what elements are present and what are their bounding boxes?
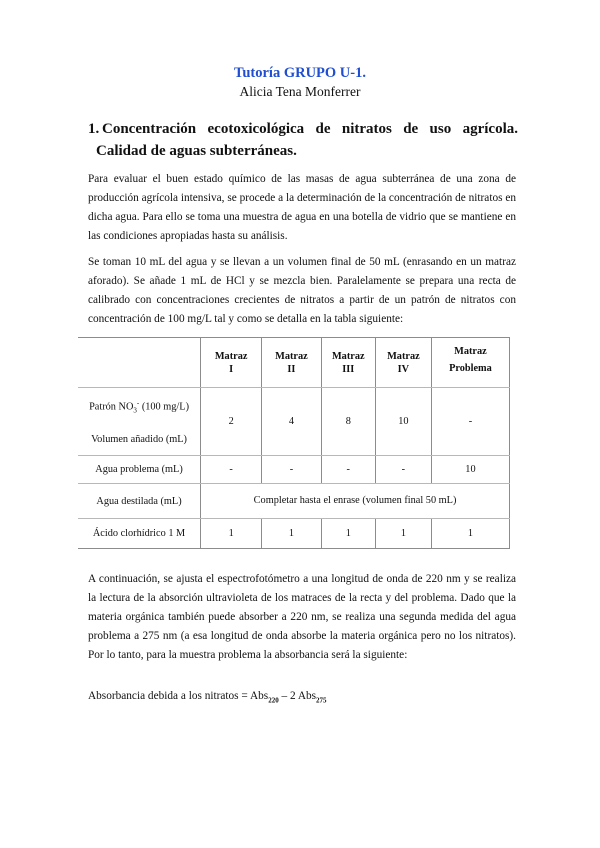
section-heading-line-1: Concentración ecotoxicológica de nitratos de uso agrícola. (102, 121, 518, 137)
table-row (78, 388, 510, 456)
table-row (78, 456, 510, 484)
table-header-cell (321, 338, 375, 388)
label-text: Patrón NO (89, 401, 134, 413)
section-heading-line-2: Calidad de aguas subterráneas. (96, 143, 297, 159)
table-cell: - (321, 456, 375, 484)
header-line: III (342, 363, 355, 375)
table-cell: 1 (375, 519, 431, 549)
paragraph-spectrophotometer: A continuación, se ajusta el espectrofotómetro a una longitud de onda de 220 nm y se realiza la lectura de la absorción ultravioleta de los matraces de la recta y del problema. Dado que la materia orgánica también puede absorber a 220 nm, se realiza una segunda medida del agua problema a 275 nm (a esa longitud de onda absorbe la materia orgánica pero no los nitratos). Por lo tanto, para la muestra problema la absorbancia será la siguiente: (88, 573, 516, 661)
section-number: 1. (88, 121, 100, 137)
table-cell: 10 (431, 456, 509, 484)
header-line: Matraz (387, 350, 420, 362)
header-line: Problema (449, 363, 492, 374)
calibration-table (78, 337, 510, 549)
table-cell: - (375, 456, 431, 484)
table-cell: - (262, 456, 321, 484)
section-heading (88, 118, 518, 162)
table-cell: 1 (321, 519, 375, 549)
table-header-cell (375, 338, 431, 388)
label-subscript: 3 (133, 406, 137, 415)
formula-subscript: 220 (268, 696, 279, 705)
table-row (78, 519, 510, 549)
header-line: Matraz (214, 350, 248, 362)
header-line: IV (397, 363, 410, 375)
table-cell: 1 (201, 519, 262, 549)
table-row (78, 484, 510, 519)
table-cell: 1 (262, 519, 321, 549)
table-cell: 8 (321, 388, 375, 456)
table-header-row (78, 338, 510, 388)
table-cell-merged: Completar hasta el enrase (volumen final 50 mL) (201, 484, 510, 519)
row-label-agua-destilada: Agua destilada (mL) (78, 484, 201, 519)
row-label-acido: Ácido clorhídrico 1 M (78, 519, 201, 549)
absorbance-formula (88, 690, 327, 704)
label-text: (100 mg/L) (139, 401, 190, 413)
paragraph-intro: Para evaluar el buen estado químico de las masas de agua subterránea de una zona de producción agrícola intensiva, se procede a la determinación de la concentración de nitratos en dicha agua. Para ello se toma una muestra de agua en una botella de vidrio que se mantiene en las condiciones apropiadas hasta su análisis. (88, 173, 516, 242)
formula-text: – 2 Abs (278, 690, 317, 702)
table-header-cell (262, 338, 321, 388)
table-cell: 1 (431, 519, 509, 549)
label-superscript: - (136, 399, 140, 407)
table-cell: 4 (262, 388, 321, 456)
table-cell: 10 (375, 388, 431, 456)
formula-subscript: 275 (316, 696, 327, 705)
table-cell: 2 (201, 388, 262, 456)
header-line: Matraz (454, 346, 487, 357)
table-header-cell (431, 338, 509, 388)
author-name: Alicia Tena Monferrer (239, 84, 361, 99)
header-line: Matraz (331, 350, 365, 362)
paragraph-procedure: Se toman 10 mL del agua y se llevan a un volumen final de 50 mL (enrasando en un matraz aforado). Se añade 1 mL de HCl y se mezcla bien. Paralelamente se prepara una recta de calibrado con concentraciones crecientes de nitratos a partir de un patrón de nitratos con concentración de 100 mg/L tal y como se detalla en la tabla siguiente: (88, 256, 516, 325)
table-cell: - (201, 456, 262, 484)
table-header-empty (78, 338, 201, 388)
header-line: II (287, 363, 296, 375)
header-line: Matraz (275, 350, 308, 362)
formula-text: Absorbancia debida a los nitratos = Abs (88, 690, 269, 702)
header-line: I (229, 363, 234, 375)
row-label-agua-problema: Agua problema (mL) (78, 456, 201, 484)
table-header-cell (201, 338, 262, 388)
document-title: Tutoría GRUPO U-1. (234, 65, 366, 81)
label-text: Volumen añadido (mL) (91, 434, 187, 446)
row-label-patron (78, 388, 201, 456)
table-cell: - (431, 388, 509, 456)
